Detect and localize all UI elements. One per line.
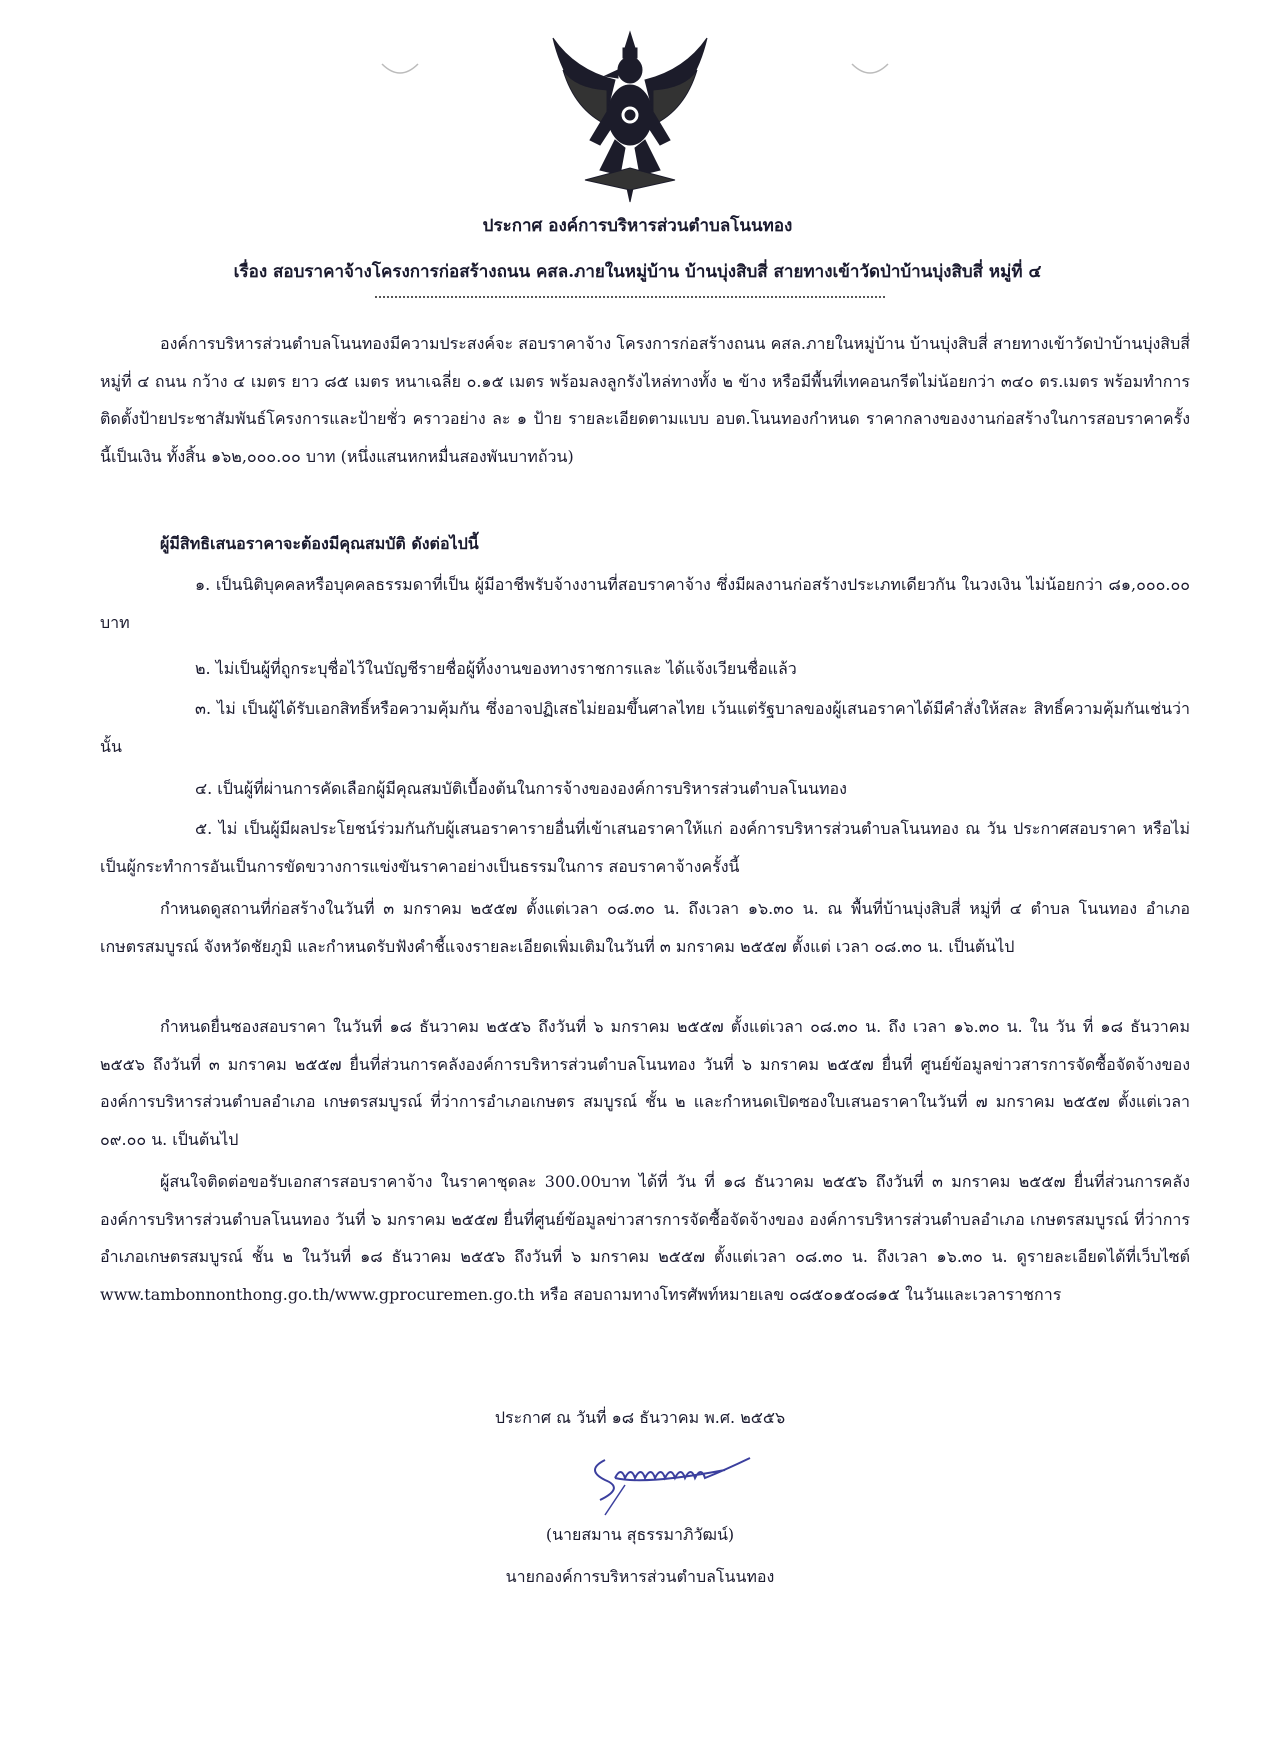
- qualification-text: ๑. เป็นนิติบุคคลหรือบุคคลธรรมดาที่เป็น ผู้มีอาชีพรับจ้างงานที่สอบราคาจ้าง ซึ่งมีผลงานก่อสร้างประเภทเดียวกัน ในวงเงิน ไม่น้อยกว่า ๘๑,๐๐๐.๐๐ บาท: [100, 575, 1190, 632]
- qualification-item: [100, 650, 1190, 688]
- signatory-name: (นายสมาน สุธรรมาภิวัฒน์): [545, 1525, 735, 1544]
- documents-text: ผู้สนใจติดต่อขอรับเอกสารสอบราคาจ้าง ในราคาชุดละ 300.00บาท ได้ที่ วัน ที่ ๑๘ ธันวาคม ๒๕๕๖ ถึงวันที่ ๓ มกราคม ๒๕๕๗ ยื่นที่ส่วนการคลัง องค์การบริหารส่วนตำบลโนนทอง วันที่ ๖ มกราคม ๒๕๕๗ ยื่นที่ศูนย์ข้อมูลข่าวสารการจัดซื้อจัดจ้างของ องค์การบริหารส่วนตำบลอำเภอ เกษตรสมบูรณ์ ที่ว่าการอำเภอเกษตรสมบูรณ์ ชั้น ๒ ในวันที่ ๑๘ ธันวาคม ๒๕๕๖ ถึงวันที่ ๖ มกราคม ๒๕๕๗ ตั้งแต่เวลา ๐๘.๓๐ น. ถึงเวลา ๑๖.๓๐ น. ดูรายละเอียดได้ที่เว็บไซต์ www.tambonnonthong.go.th/www.gprocuremen.go.th หรือ สอบถามทางโทรศัพท์หมายเลข ๐๘๕๐๑๕๐๘๑๕ ในวันและเวลาราชการ: [100, 1172, 1190, 1304]
- qualification-text: ๓. ไม่ เป็นผู้ได้รับเอกสิทธิ์หรือความคุ้มกัน ซึ่งอาจปฏิเสธไม่ยอมขึ้นศาลไทย เว้นแต่รัฐบาลของผู้เสนอราคาได้มีคำสั่งให้สละ สิทธิ์ความคุ้มกันเช่นว่านั้น: [100, 699, 1190, 756]
- submission-paragraph: [100, 1008, 1190, 1158]
- submission-text: กำหนดยื่นซองสอบราคา ในวันที่ ๑๘ ธันวาคม ๒๕๕๖ ถึงวันที่ ๖ มกราคม ๒๕๕๗ ตั้งแต่เวลา ๐๘.๓๐ น. ถึง เวลา ๑๖.๓๐ น. ใน วัน ที่ ๑๘ ธันวาคม ๒๕๕๖ ถึงวันที่ ๓ มกราคม ๒๕๕๗ ยื่นที่ส่วนการคลังองค์การบริหารส่วนตำบลโนนทอง วันที่ ๖ มกราคม ๒๕๕๗ ยื่นที่ ศูนย์ข้อมูลข่าวสารการจัดซื้อจัดจ้างขององค์การบริหารส่วนตำบลอำเภอ เกษตรสมบูรณ์ ที่ว่าการอำเภอเกษตร สมบูรณ์ ชั้น ๒ และกำหนดเปิดซองใบเสนอราคาในวันที่ ๗ มกราคม ๒๕๕๗ ตั้งแต่เวลา ๐๙.๐๐ น. เป็นต้นไป: [100, 1017, 1190, 1149]
- qualification-text: ๔. เป็นผู้ที่ผ่านการคัดเลือกผู้มีคุณสมบัติเบื้องต้นในการจ้างขององค์การบริหารส่วนตำบลโนนทอง: [195, 779, 847, 798]
- qualifications-heading-text: ผู้มีสิทธิเสนอราคาจะต้องมีคุณสมบัติ ดังต่อไปนี้: [160, 534, 479, 553]
- announcement-title: ประกาศ องค์การบริหารส่วนตำบลโนนทอง: [482, 216, 793, 236]
- punch-hole-mark: [380, 60, 420, 80]
- dotted-divider: [375, 296, 885, 298]
- signatory-position: นายกองค์การบริหารส่วนตำบลโนนทอง: [505, 1567, 775, 1586]
- punch-hole-mark: [850, 60, 890, 80]
- qualification-item: [100, 810, 1190, 885]
- qualification-text: ๒. ไม่เป็นผู้ที่ถูกระบุชื่อไว้ในบัญชีรายชื่อผู้ทิ้งงานของทางราชการและ ได้แจ้งเวียนชื่อแล้ว: [195, 659, 797, 678]
- intro-paragraph: [100, 325, 1190, 475]
- site-visit-paragraph: [100, 890, 1190, 965]
- site-visit-text: กำหนดดูสถานที่ก่อสร้างในวันที่ ๓ มกราคม ๒๕๕๗ ตั้งแต่เวลา ๐๘.๓๐ น. ถึงเวลา ๑๖.๓๐ น. ณ พื้นที่บ้านบุ่งสิบสี่ หมู่ที่ ๔ ตำบล โนนทอง อำเภอเกษตรสมบูรณ์ จังหวัดชัยภูมิ และกำหนดรับฟังคำชี้แจงรายละเอียดเพิ่มเติมในวันที่ ๓ มกราคม ๒๕๕๗ ตั้งแต่ เวลา ๐๘.๓๐ น. เป็นต้นไป: [100, 899, 1190, 956]
- handwritten-signature: [575, 1440, 775, 1520]
- qualification-item: [100, 770, 1190, 808]
- qualification-item: [100, 566, 1190, 641]
- intro-text: องค์การบริหารส่วนตำบลโนนทองมีความประสงค์จะ สอบราคาจ้าง โครงการก่อสร้างถนน คสล.ภายในหมู่บ้าน บ้านบุ่งสิบสี่ สายทางเข้าวัดป่าบ้านบุ่งสิบสี่ หมู่ที่ ๔ ถนน กว้าง ๔ เมตร ยาว ๘๕ เมตร หนาเฉลี่ย ๐.๑๕ เมตร พร้อมลงลูกรังไหล่ทางทั้ง ๒ ข้าง หรือมีพื้นที่เทคอนกรีตไม่น้อยกว่า ๓๔๐ ตร.เมตร พร้อมทำการติดตั้งป้ายประชาสัมพันธ์โครงการและป้ายชั่ว คราวอย่าง ละ ๑ ป้าย รายละเอียดตามแบบ อบต.โนนทองกำหนด ราคากลางของงานก่อสร้างในการสอบราคาครั้งนี้เป็นเงิน ทั้งสิ้น ๑๖๒,๐๐๐.๐๐ บาท (หนึ่งแสนหกหมื่นสองพันบาทถ้วน): [100, 334, 1190, 466]
- qualification-item: [100, 690, 1190, 765]
- qualification-text: ๕. ไม่ เป็นผู้มีผลประโยชน์ร่วมกันกับผู้เสนอราคารายอื่นที่เข้าเสนอราคาให้แก่ องค์การบริหารส่วนตำบลโนนทอง ณ วัน ประกาศสอบราคา หรือไม่เป็นผู้กระทำการอันเป็นการขัดขวางการแข่งขันราคาอย่างเป็นธรรมในการ สอบราคาจ้างครั้งนี้: [100, 819, 1190, 876]
- qualifications-heading: [100, 525, 1190, 563]
- announcement-date: ประกาศ ณ วันที่ ๑๘ ธันวาคม พ.ศ. ๒๕๕๖: [494, 1408, 786, 1427]
- subject-line: เรื่อง สอบราคาจ้างโครงการก่อสร้างถนน คสล.ภายในหมู่บ้าน บ้านบุ่งสิบสี่ สายทางเข้าวัดป่าบ้านบุ่งสิบสี่ หมู่ที่ ๔: [233, 262, 1042, 282]
- documents-paragraph: [100, 1163, 1190, 1313]
- garuda-emblem-icon: [545, 30, 715, 205]
